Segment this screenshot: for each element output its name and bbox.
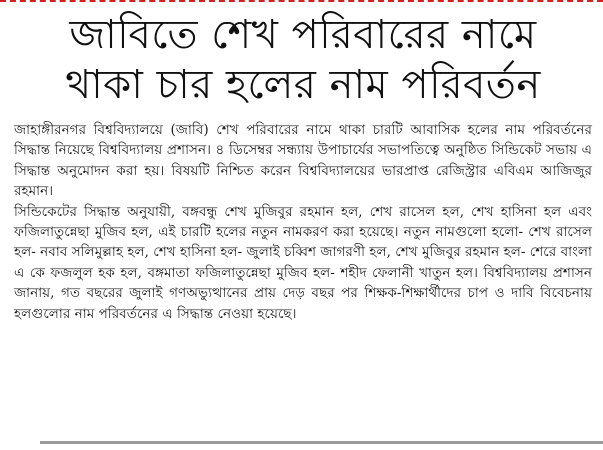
article-body: [14, 120, 592, 324]
headline: [14, 10, 592, 110]
paragraph-1: জাহাঙ্গীরনগর বিশ্ববিদ্যালয়ে (জাবি) শেখ পরিবারের নামে থাকা চারটি আবাসিক হলের নাম পরিবর্তনের সিদ্ধান্ত নিয়েছে বিশ্ববিদ্যালয় প্রশাসন। ৪ ডিসেম্বর সন্ধ্যায় উপাচার্যের সভাপতিত্বে অনুষ্ঠিত সিন্ডিকেট সভায় এ সিদ্ধান্ত অনুমোদন করা হয়। বিষয়টি নিশ্চিত করেন বিশ্ববিদ্যালয়ের ভারপ্রাপ্ত রেজিস্ট্রার এবিএম আজিজুর রহমান।: [14, 122, 592, 200]
headline-line-1: জাবিতে শেখ পরিবারের নামে: [69, 12, 537, 58]
news-article: [14, 10, 592, 324]
bottom-rule: [40, 441, 603, 444]
top-dashed-border: [0, 0, 603, 2]
paragraph-2: সিন্ডিকেটের সিদ্ধান্ত অনুযায়ী, বঙ্গবন্ধু শেখ মুজিবুর রহমান হল, শেখ রাসেল হল, শেখ হাসিনা হল এবং ফজিলাতুন্নেছা মুজিব হল, এই চারটি হলের নতুন নামকরণ করা হয়েছে। নতুন নামগুলো হলো- শেখ রাসেল হল- নবাব সলিমুল্লাহ হল, শেখ হাসিনা হল- জুলাই চব্বিশ জাগরণী হল, শেখ মুজিবুর রহমান হল- শেরে বাংলা এ কে ফজলুল হক হল, বঙ্গমাতা ফজিলাতুন্নেছা মুজিব হল- শহীদ ফেলানী খাতুন হল। বিশ্ববিদ্যালয় প্রশাসন জানায়, গত বছরের জুলাই গণঅভ্যুত্থানের প্রায় দেড় বছর পর শিক্ষক-শিক্ষার্থীদের চাপ ও দাবি বিবেচনায় হলগুলোর নাম পরিবর্তনের এ সিদ্ধান্ত নেওয়া হয়েছে।: [14, 203, 592, 322]
headline-line-2: থাকা চার হলের নাম পরিবর্তন: [65, 62, 541, 108]
